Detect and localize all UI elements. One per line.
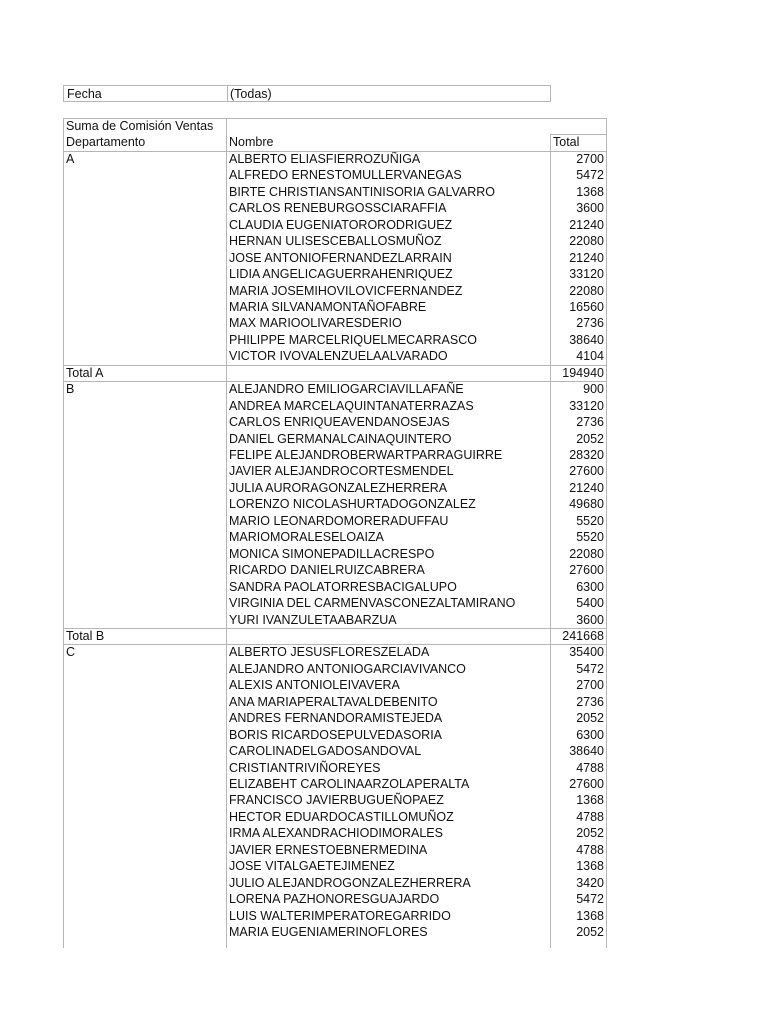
total-cell: 1368 <box>576 184 604 199</box>
table-row <box>63 250 607 266</box>
table-row <box>63 743 607 759</box>
subtotal-label[interactable]: Total B <box>66 628 105 643</box>
table-row <box>63 414 607 430</box>
subtotal-value: 241668 <box>562 628 604 643</box>
table-row <box>63 858 607 874</box>
dept-name-divider <box>226 118 227 948</box>
total-cell: 38640 <box>569 332 604 347</box>
name-cell[interactable]: CLAUDIA EUGENIATORORODRIGUEZ <box>229 217 453 232</box>
table-row <box>63 381 607 397</box>
page-filter <box>63 85 551 102</box>
table-row <box>63 908 607 924</box>
table-row <box>63 875 607 891</box>
total-cell: 3420 <box>576 875 604 890</box>
name-cell[interactable]: MONICA SIMONEPADILLACRESPO <box>229 546 435 561</box>
name-cell[interactable]: CAROLINADELGADOSANDOVAL <box>229 744 422 759</box>
table-row <box>63 677 607 693</box>
table-row <box>63 151 607 167</box>
table-row <box>63 842 607 858</box>
table-row <box>63 694 607 710</box>
table-row <box>63 299 607 315</box>
name-cell[interactable]: ALBERTO JESUSFLORESZELADA <box>229 645 430 660</box>
total-cell: 1368 <box>576 793 604 808</box>
table-row <box>63 710 607 726</box>
name-cell[interactable]: FELIPE ALEJANDROBERWARTPARRAGUIRRE <box>229 448 503 462</box>
total-cell: 1368 <box>576 908 604 923</box>
total-cell: 2052 <box>576 925 604 940</box>
name-cell[interactable]: ALEXIS ANTONIOLEIVAVERA <box>229 678 400 693</box>
table-row <box>63 463 607 479</box>
pivot-title: Suma de Comisión Ventas <box>66 119 214 133</box>
table-row <box>63 480 607 496</box>
total-cell: 27600 <box>569 563 604 578</box>
total-cell: 2736 <box>576 415 604 430</box>
total-cell: 3600 <box>576 612 604 627</box>
name-cell[interactable]: BIRTE CHRISTIANSANTINISORIA GALVARRO <box>229 184 496 199</box>
left-border <box>63 118 64 948</box>
total-cell: 4788 <box>576 809 604 824</box>
table-row <box>63 513 607 529</box>
name-cell[interactable]: DANIEL GERMANALCAINAQUINTERO <box>229 431 452 446</box>
total-cell: 35400 <box>569 645 604 660</box>
subtotal-bottom-line <box>63 381 607 382</box>
name-cell[interactable]: JULIA AURORAGONZALEZHERRERA <box>229 480 448 495</box>
total-cell: 28320 <box>569 448 604 462</box>
name-cell[interactable]: ALFREDO ERNESTOMULLERVANEGAS <box>229 168 462 183</box>
header-total: Total <box>553 135 580 150</box>
subtotal-top-line <box>63 628 607 629</box>
total-cell: 6300 <box>576 727 604 742</box>
total-cell: 1368 <box>576 859 604 874</box>
pivot-header-row <box>63 134 607 150</box>
subtotal-row <box>63 628 607 644</box>
dept-cell[interactable]: B <box>66 382 75 397</box>
table-row <box>63 595 607 611</box>
total-cell: 2052 <box>576 431 604 446</box>
filter-value[interactable]: (Todas) <box>230 87 272 101</box>
name-cell[interactable]: LUIS WALTERIMPERATOREGARRIDO <box>229 908 451 923</box>
total-cell: 5520 <box>576 530 604 545</box>
name-cell[interactable]: JAVIER ERNESTOEBNERMEDINA <box>229 842 428 857</box>
total-cell: 4788 <box>576 842 604 857</box>
table-row <box>63 529 607 545</box>
name-cell[interactable]: CARLOS ENRIQUEAVENDANOSEJAS <box>229 415 450 430</box>
total-cell: 5472 <box>576 168 604 183</box>
total-cell: 16560 <box>569 299 604 314</box>
name-cell[interactable]: MARIA EUGENIAMERINOFLORES <box>229 925 428 940</box>
total-cell: 2736 <box>576 316 604 331</box>
header-bottom-line <box>63 151 607 152</box>
table-row <box>63 776 607 792</box>
table-row <box>63 233 607 249</box>
header-nombre[interactable]: Nombre <box>229 135 274 150</box>
table-row <box>63 546 607 562</box>
total-cell: 27600 <box>569 777 604 791</box>
table-row <box>63 612 607 628</box>
name-cell[interactable]: JULIO ALEJANDROGONZALEZHERRERA <box>229 875 471 890</box>
total-cell: 2052 <box>576 711 604 726</box>
name-cell[interactable]: FRANCISCO JAVIERBUGUEÑOPAEZ <box>229 793 444 808</box>
table-row <box>63 332 607 348</box>
table-row <box>63 644 607 660</box>
total-cell: 33120 <box>569 267 604 282</box>
table-row <box>63 727 607 743</box>
name-cell[interactable]: MAX MARIOOLIVARESDERIO <box>229 316 402 331</box>
table-row <box>63 447 607 463</box>
table-row <box>63 200 607 216</box>
name-cell[interactable]: BORIS RICARDOSEPULVEDASORIA <box>229 727 443 742</box>
total-cell: 22080 <box>569 283 604 298</box>
total-cell: 2736 <box>576 694 604 709</box>
subtotal-row <box>63 365 607 381</box>
total-cell: 3600 <box>576 201 604 216</box>
table-row <box>63 266 607 282</box>
name-cell[interactable]: MARIOMORALESELOAIZA <box>229 530 384 545</box>
table-row <box>63 792 607 808</box>
name-cell[interactable]: ALBERTO ELIASFIERROZUÑIGA <box>229 151 421 166</box>
table-row <box>63 924 607 940</box>
name-cell[interactable]: JOSE ANTONIOFERNANDEZLARRAIN <box>229 250 452 265</box>
name-cell[interactable]: CRISTIANTRIVIÑOREYES <box>229 760 381 775</box>
name-cell[interactable]: MARIO LEONARDOMORERADUFFAU <box>229 513 449 528</box>
pivot-title-row <box>63 118 607 134</box>
name-cell[interactable]: ELIZABEHT CAROLINAARZOLAPERALTA <box>229 777 470 791</box>
total-cell: 2700 <box>576 151 604 166</box>
name-cell[interactable]: SANDRA PAOLATORRESBACIGALUPO <box>229 579 457 594</box>
total-cell: 21240 <box>569 480 604 495</box>
name-cell[interactable]: LIDIA ANGELICAGUERRAHENRIQUEZ <box>229 267 453 282</box>
name-cell[interactable]: LORENZO NICOLASHURTADOGONZALEZ <box>229 497 476 512</box>
total-cell: 900 <box>583 382 604 397</box>
title-total-divider <box>550 134 607 135</box>
table-row <box>63 431 607 447</box>
total-cell: 5472 <box>576 661 604 676</box>
name-cell[interactable]: JAVIER ALEJANDROCORTESMENDEL <box>229 464 454 479</box>
dept-cell[interactable]: A <box>66 151 75 166</box>
table-row <box>63 217 607 233</box>
name-cell[interactable]: MARIA SILVANAMONTAÑOFABRE <box>229 299 427 314</box>
total-cell: 22080 <box>569 546 604 561</box>
header-departamento[interactable]: Departamento <box>66 135 146 150</box>
table-row <box>63 809 607 825</box>
table-row <box>63 825 607 841</box>
name-cell[interactable]: ANDRES FERNANDORAMISTEJEDA <box>229 711 443 726</box>
dept-cell[interactable]: C <box>66 645 76 660</box>
subtotal-value: 194940 <box>562 365 604 380</box>
total-cell: 4104 <box>576 349 604 364</box>
name-cell[interactable]: HERNAN ULISESCEBALLOSMUÑOZ <box>229 234 442 249</box>
table-row <box>63 579 607 595</box>
name-cell[interactable]: IRMA ALEXANDRACHIODIMORALES <box>229 826 443 841</box>
total-cell: 27600 <box>569 464 604 479</box>
table-row <box>63 283 607 299</box>
filter-label: Fecha <box>67 87 102 101</box>
total-cell: 5520 <box>576 513 604 528</box>
total-cell: 6300 <box>576 579 604 594</box>
total-cell: 4788 <box>576 760 604 775</box>
table-row <box>63 167 607 183</box>
total-cell: 2052 <box>576 826 604 841</box>
total-cell: 21240 <box>569 217 604 232</box>
total-cell: 21240 <box>569 250 604 265</box>
total-cell: 2700 <box>576 678 604 693</box>
name-cell[interactable]: JOSE VITALGAETEJIMENEZ <box>229 859 395 874</box>
name-total-divider <box>550 134 551 948</box>
right-border <box>606 118 607 948</box>
name-cell[interactable]: ANA MARIAPERALTAVALDEBENITO <box>229 694 438 709</box>
name-cell[interactable]: VICTOR IVOVALENZUELAALVARADO <box>229 349 448 364</box>
name-cell[interactable]: ANDREA MARCELAQUINTANATERRAZAS <box>229 398 474 413</box>
total-cell: 38640 <box>569 744 604 759</box>
table-row <box>63 348 607 364</box>
name-cell[interactable]: YURI IVANZULETAABARZUA <box>229 612 397 627</box>
table-row <box>63 398 607 414</box>
total-cell: 5472 <box>576 892 604 907</box>
name-cell[interactable]: MARIA JOSEMIHOVILOVICFERNANDEZ <box>229 283 463 298</box>
name-cell[interactable]: RICARDO DANIELRUIZCABRERA <box>229 563 425 578</box>
table-row <box>63 496 607 512</box>
table-row <box>63 891 607 907</box>
name-cell[interactable]: VIRGINIA DEL CARMENVASCONEZALTAMIRANO <box>229 596 516 611</box>
subtotal-label[interactable]: Total A <box>66 365 104 380</box>
table-row <box>63 184 607 200</box>
subtotal-bottom-line <box>63 644 607 645</box>
name-cell[interactable]: PHILIPPE MARCELRIQUELMECARRASCO <box>229 332 477 347</box>
table-row <box>63 661 607 677</box>
total-cell: 33120 <box>569 398 604 413</box>
total-cell: 49680 <box>569 497 604 512</box>
name-cell[interactable]: ALEJANDRO ANTONIOGARCIAVIVANCO <box>229 661 466 676</box>
total-cell: 22080 <box>569 234 604 249</box>
pivot-table <box>63 118 607 948</box>
table-row <box>63 760 607 776</box>
name-cell[interactable]: LORENA PAZHONORESGUAJARDO <box>229 892 440 907</box>
subtotal-top-line <box>63 365 607 366</box>
name-cell[interactable]: HECTOR EDUARDOCASTILLOMUÑOZ <box>229 809 454 824</box>
total-cell: 5400 <box>576 596 604 611</box>
name-cell[interactable]: CARLOS RENEBURGOSSCIARAFFIA <box>229 201 447 216</box>
table-row <box>63 562 607 578</box>
name-cell[interactable]: ALEJANDRO EMILIOGARCIAVILLAFAÑE <box>229 382 464 397</box>
table-row <box>63 315 607 331</box>
